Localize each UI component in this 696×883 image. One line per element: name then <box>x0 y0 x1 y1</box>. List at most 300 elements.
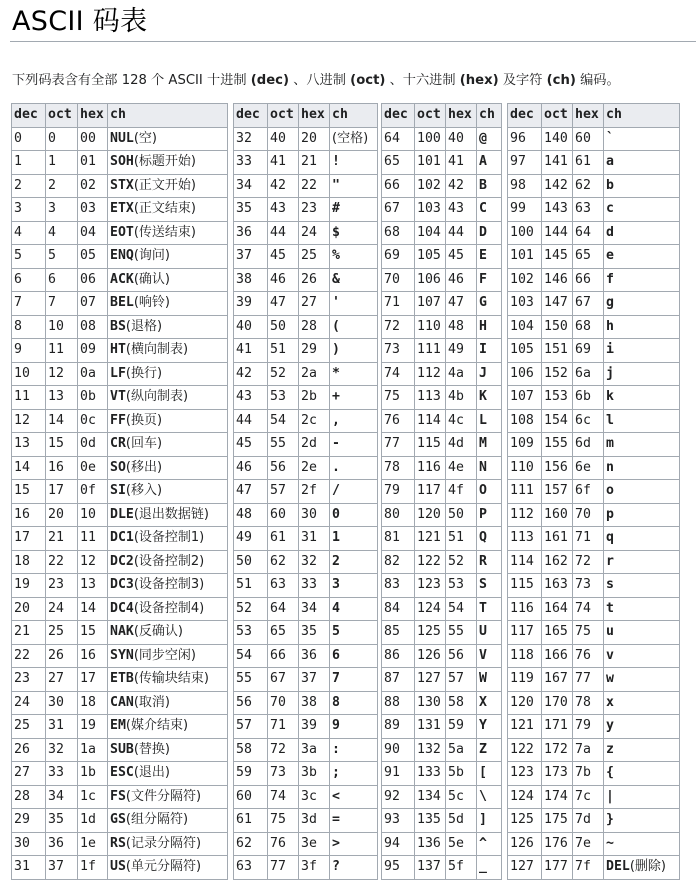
table-row <box>508 174 680 198</box>
char-code: n <box>606 459 614 475</box>
cell-dec: 6 <box>12 268 46 292</box>
title-divider <box>10 41 696 42</box>
char-code: c <box>606 201 614 216</box>
cell-oct: 37 <box>46 856 78 880</box>
table-row <box>12 174 228 198</box>
cell-oct: 62 <box>268 550 299 574</box>
cell-dec: 62 <box>234 832 268 856</box>
cell-hex: 55 <box>446 621 477 645</box>
cell-oct: 71 <box>268 715 299 739</box>
cell-dec: 78 <box>382 456 415 480</box>
cell-hex: 22 <box>299 174 330 198</box>
char-code: V <box>479 647 487 663</box>
cell-hex: 79 <box>573 715 604 739</box>
table-row <box>382 268 502 292</box>
table-row <box>12 409 228 433</box>
cell-oct: 10 <box>46 315 78 339</box>
cell-dec: 31 <box>12 856 46 880</box>
cell-dec: 73 <box>382 339 415 363</box>
cell-oct: 52 <box>268 362 299 386</box>
cell-ch <box>604 198 680 222</box>
cell-oct: 27 <box>46 668 78 692</box>
cell-oct: 57 <box>268 480 299 504</box>
char-code: Z <box>479 741 487 757</box>
char-code: 7 <box>332 671 340 686</box>
table-row <box>508 456 680 480</box>
cell-oct: 1 <box>46 151 78 175</box>
cell-ch <box>477 809 502 833</box>
cell-ch <box>330 292 378 316</box>
cell-dec: 93 <box>382 809 415 833</box>
cell-oct: 74 <box>268 785 299 809</box>
cell-ch <box>604 456 680 480</box>
cell-oct: 53 <box>268 386 299 410</box>
cell-ch <box>108 668 228 692</box>
cell-oct: 120 <box>415 503 446 527</box>
char-code: i <box>606 342 614 357</box>
table-row <box>12 550 228 574</box>
cell-ch <box>477 715 502 739</box>
table-row <box>508 668 680 692</box>
cell-dec: 40 <box>234 315 268 339</box>
cell-dec: 104 <box>508 315 542 339</box>
cell-ch <box>330 668 378 692</box>
cell-hex: 19 <box>78 715 108 739</box>
cell-dec: 58 <box>234 738 268 762</box>
column-header-hex: hex <box>446 104 477 128</box>
cell-oct: 11 <box>46 339 78 363</box>
char-code: ~ <box>606 835 614 851</box>
cell-hex: 34 <box>299 597 330 621</box>
cell-dec: 124 <box>508 785 542 809</box>
cell-dec: 2 <box>12 174 46 198</box>
cell-hex: 10 <box>78 503 108 527</box>
cell-dec: 121 <box>508 715 542 739</box>
cell-hex: 71 <box>573 527 604 551</box>
cell-dec: 64 <box>382 127 415 151</box>
cell-dec: 48 <box>234 503 268 527</box>
cell-hex: 14 <box>78 597 108 621</box>
cell-oct: 72 <box>268 738 299 762</box>
cell-hex: 40 <box>446 127 477 151</box>
table-row <box>508 715 680 739</box>
char-code: FS <box>110 788 126 804</box>
cell-ch <box>477 315 502 339</box>
cell-dec: 108 <box>508 409 542 433</box>
cell-hex: 74 <box>573 597 604 621</box>
cell-ch <box>108 856 228 880</box>
cell-ch <box>108 315 228 339</box>
cell-ch <box>330 785 378 809</box>
cell-hex: 1a <box>78 738 108 762</box>
cell-hex: 5d <box>446 809 477 833</box>
cell-oct: 153 <box>542 386 573 410</box>
char-code: RS <box>110 835 126 851</box>
cell-dec: 15 <box>12 480 46 504</box>
char-code: q <box>606 530 614 545</box>
cell-dec: 12 <box>12 409 46 433</box>
cell-ch <box>108 292 228 316</box>
char-code: ' <box>332 295 340 310</box>
char-code: ETX <box>110 201 134 216</box>
char-code: > <box>332 835 340 851</box>
table-row <box>382 621 502 645</box>
cell-dec: 7 <box>12 292 46 316</box>
cell-dec: 118 <box>508 644 542 668</box>
table-row <box>508 527 680 551</box>
cell-dec: 32 <box>234 127 268 151</box>
column-header-hex: hex <box>573 104 604 128</box>
cell-hex: 69 <box>573 339 604 363</box>
cell-hex: 46 <box>446 268 477 292</box>
ascii-table-0-31 <box>11 103 228 880</box>
cell-dec: 95 <box>382 856 415 880</box>
cell-ch <box>108 738 228 762</box>
cell-ch <box>604 550 680 574</box>
cell-hex: 16 <box>78 644 108 668</box>
cell-ch <box>330 527 378 551</box>
char-code: 2 <box>332 553 340 569</box>
cell-ch <box>330 174 378 198</box>
cell-hex: 2d <box>299 433 330 457</box>
char-code: b <box>606 177 614 193</box>
cell-ch <box>604 715 680 739</box>
cell-hex: 66 <box>573 268 604 292</box>
cell-dec: 8 <box>12 315 46 339</box>
cell-oct: 51 <box>268 339 299 363</box>
cell-hex: 59 <box>446 715 477 739</box>
char-code: { <box>606 765 614 780</box>
cell-oct: 113 <box>415 386 446 410</box>
cell-oct: 26 <box>46 644 78 668</box>
table-row <box>12 245 228 269</box>
table-row <box>508 785 680 809</box>
cell-oct: 147 <box>542 292 573 316</box>
cell-ch <box>108 174 228 198</box>
cell-oct: 142 <box>542 174 573 198</box>
cell-hex: 70 <box>573 503 604 527</box>
char-description: (退出) <box>133 765 170 780</box>
cell-dec: 0 <box>12 127 46 151</box>
char-code: m <box>606 436 614 451</box>
cell-ch <box>477 480 502 504</box>
char-description: (空) <box>133 130 157 146</box>
cell-ch <box>330 574 378 598</box>
cell-dec: 3 <box>12 198 46 222</box>
cell-dec: 29 <box>12 809 46 833</box>
char-code: ACK <box>110 271 134 287</box>
cell-oct: 15 <box>46 433 78 457</box>
cell-ch <box>477 762 502 786</box>
intro-term-dec: (dec) <box>250 73 290 88</box>
char-code: Y <box>479 718 487 733</box>
cell-ch <box>108 574 228 598</box>
cell-hex: 2b <box>299 386 330 410</box>
cell-dec: 45 <box>234 433 268 457</box>
cell-hex: 43 <box>446 198 477 222</box>
char-code: A <box>479 154 487 169</box>
char-code: } <box>606 812 614 827</box>
char-code: SYN <box>110 647 134 663</box>
table-row <box>12 221 228 245</box>
cell-hex: 12 <box>78 550 108 574</box>
cell-oct: 116 <box>415 456 446 480</box>
cell-ch <box>108 527 228 551</box>
cell-oct: 20 <box>46 503 78 527</box>
cell-dec: 49 <box>234 527 268 551</box>
cell-oct: 17 <box>46 480 78 504</box>
char-code: p <box>606 506 614 522</box>
cell-hex: 38 <box>299 691 330 715</box>
cell-ch <box>108 221 228 245</box>
cell-dec: 26 <box>12 738 46 762</box>
cell-dec: 83 <box>382 574 415 598</box>
cell-hex: 21 <box>299 151 330 175</box>
cell-hex: 08 <box>78 315 108 339</box>
cell-dec: 22 <box>12 644 46 668</box>
cell-dec: 27 <box>12 762 46 786</box>
cell-ch <box>604 339 680 363</box>
cell-oct: 124 <box>415 597 446 621</box>
table-row <box>508 339 680 363</box>
cell-ch <box>604 480 680 504</box>
table-row <box>382 550 502 574</box>
cell-oct: 177 <box>542 856 573 880</box>
cell-ch <box>330 715 378 739</box>
table-row <box>12 809 228 833</box>
char-description: (正文结束) <box>133 201 196 216</box>
cell-oct: 173 <box>542 762 573 786</box>
cell-hex: 5e <box>446 832 477 856</box>
char-code: k <box>606 389 614 404</box>
cell-hex: 6d <box>573 433 604 457</box>
char-description: (空格) <box>332 130 369 146</box>
column-header-hex: hex <box>299 104 330 128</box>
char-code: \ <box>479 788 487 804</box>
cell-oct: 54 <box>268 409 299 433</box>
cell-ch <box>108 503 228 527</box>
cell-oct: 76 <box>268 832 299 856</box>
cell-oct: 112 <box>415 362 446 386</box>
column-header-dec: dec <box>508 104 542 128</box>
char-code: L <box>479 412 487 428</box>
cell-hex: 50 <box>446 503 477 527</box>
cell-ch <box>604 574 680 598</box>
cell-oct: 75 <box>268 809 299 833</box>
cell-ch <box>108 480 228 504</box>
column-header-hex: hex <box>78 104 108 128</box>
table-row <box>508 433 680 457</box>
table-row <box>234 715 378 739</box>
cell-hex: 13 <box>78 574 108 598</box>
cell-hex: 54 <box>446 597 477 621</box>
table-row <box>234 315 378 339</box>
table-row <box>12 715 228 739</box>
cell-dec: 94 <box>382 832 415 856</box>
cell-hex: 18 <box>78 691 108 715</box>
cell-dec: 126 <box>508 832 542 856</box>
cell-oct: 171 <box>542 715 573 739</box>
cell-oct: 5 <box>46 245 78 269</box>
intro-text: 、八进制 <box>289 73 351 88</box>
char-code: R <box>479 553 487 569</box>
char-code: , <box>332 412 340 428</box>
char-description: (设备控制1) <box>133 530 205 545</box>
cell-dec: 14 <box>12 456 46 480</box>
char-code: B <box>479 177 487 193</box>
char-code: # <box>332 201 340 216</box>
cell-ch <box>604 832 680 856</box>
cell-dec: 33 <box>234 151 268 175</box>
cell-dec: 89 <box>382 715 415 739</box>
cell-hex: 39 <box>299 715 330 739</box>
cell-dec: 80 <box>382 503 415 527</box>
cell-hex: 4a <box>446 362 477 386</box>
cell-ch <box>330 127 378 151</box>
char-code: $ <box>332 224 340 240</box>
cell-hex: 5a <box>446 738 477 762</box>
table-row <box>12 668 228 692</box>
cell-ch <box>477 856 502 880</box>
char-code: Q <box>479 530 487 545</box>
cell-hex: 05 <box>78 245 108 269</box>
cell-hex: 67 <box>573 292 604 316</box>
table-row <box>12 691 228 715</box>
char-code: H <box>479 318 487 334</box>
cell-dec: 18 <box>12 550 46 574</box>
char-description: (退出数据链) <box>133 506 209 522</box>
cell-dec: 101 <box>508 245 542 269</box>
table-row <box>508 221 680 245</box>
cell-oct: 104 <box>415 221 446 245</box>
table-row <box>234 621 378 645</box>
cell-ch <box>108 362 228 386</box>
table-row <box>12 762 228 786</box>
cell-oct: 132 <box>415 738 446 762</box>
table-row <box>234 362 378 386</box>
table-row <box>508 409 680 433</box>
cell-hex: 60 <box>573 127 604 151</box>
ascii-table-96-127 <box>507 103 680 880</box>
cell-ch <box>330 315 378 339</box>
table-row <box>12 386 228 410</box>
char-code: S <box>479 577 487 592</box>
cell-ch <box>330 386 378 410</box>
cell-hex: 56 <box>446 644 477 668</box>
cell-oct: 0 <box>46 127 78 151</box>
table-row <box>234 127 378 151</box>
column-header-ch: ch <box>330 104 378 128</box>
cell-dec: 113 <box>508 527 542 551</box>
char-code: s <box>606 577 614 592</box>
cell-ch <box>604 409 680 433</box>
char-code: SI <box>110 483 126 498</box>
cell-hex: 33 <box>299 574 330 598</box>
cell-dec: 100 <box>508 221 542 245</box>
table-row <box>234 574 378 598</box>
cell-ch <box>604 127 680 151</box>
cell-dec: 9 <box>12 339 46 363</box>
cell-dec: 88 <box>382 691 415 715</box>
table-row <box>234 198 378 222</box>
cell-dec: 37 <box>234 245 268 269</box>
cell-oct: 100 <box>415 127 446 151</box>
cell-dec: 122 <box>508 738 542 762</box>
cell-oct: 145 <box>542 245 573 269</box>
char-description: (换行) <box>125 365 163 381</box>
cell-oct: 43 <box>268 198 299 222</box>
char-code: " <box>332 177 340 193</box>
cell-ch <box>108 715 228 739</box>
cell-dec: 111 <box>508 480 542 504</box>
char-code: ENQ <box>110 248 134 263</box>
cell-dec: 123 <box>508 762 542 786</box>
cell-ch <box>604 221 680 245</box>
intro-paragraph <box>12 72 620 90</box>
cell-oct: 50 <box>268 315 299 339</box>
column-header-oct: oct <box>46 104 78 128</box>
cell-dec: 21 <box>12 621 46 645</box>
char-code: GS <box>110 812 126 827</box>
char-code: DLE <box>110 506 134 522</box>
intro-text: 及字符 <box>498 73 547 88</box>
cell-oct: 34 <box>46 785 78 809</box>
cell-ch <box>604 621 680 645</box>
char-description: (设备控制4) <box>133 600 205 616</box>
cell-ch <box>330 621 378 645</box>
cell-dec: 70 <box>382 268 415 292</box>
cell-dec: 46 <box>234 456 268 480</box>
char-code: d <box>606 224 614 240</box>
char-code: l <box>606 412 614 428</box>
cell-oct: 35 <box>46 809 78 833</box>
cell-ch <box>108 691 228 715</box>
cell-ch <box>108 151 228 175</box>
table-row <box>234 691 378 715</box>
cell-dec: 50 <box>234 550 268 574</box>
cell-oct: 176 <box>542 832 573 856</box>
column-header-dec: dec <box>12 104 46 128</box>
cell-oct: 63 <box>268 574 299 598</box>
cell-hex: 41 <box>446 151 477 175</box>
cell-oct: 161 <box>542 527 573 551</box>
table-row <box>382 315 502 339</box>
cell-hex: 02 <box>78 174 108 198</box>
cell-oct: 65 <box>268 621 299 645</box>
cell-dec: 16 <box>12 503 46 527</box>
cell-ch <box>108 762 228 786</box>
char-code: ] <box>479 812 487 827</box>
cell-ch <box>108 198 228 222</box>
char-code: DC3 <box>110 577 134 592</box>
cell-oct: 67 <box>268 668 299 692</box>
char-code: NAK <box>110 624 134 639</box>
cell-hex: 57 <box>446 668 477 692</box>
char-code: I <box>479 342 487 357</box>
cell-ch <box>477 386 502 410</box>
char-code: FF <box>110 412 126 428</box>
cell-ch <box>477 550 502 574</box>
char-code: W <box>479 671 487 686</box>
cell-oct: 106 <box>415 268 446 292</box>
cell-ch <box>477 221 502 245</box>
cell-dec: 115 <box>508 574 542 598</box>
table-row <box>508 315 680 339</box>
table-row <box>508 550 680 574</box>
cell-hex: 61 <box>573 151 604 175</box>
table-header-row <box>508 104 680 128</box>
cell-oct: 155 <box>542 433 573 457</box>
